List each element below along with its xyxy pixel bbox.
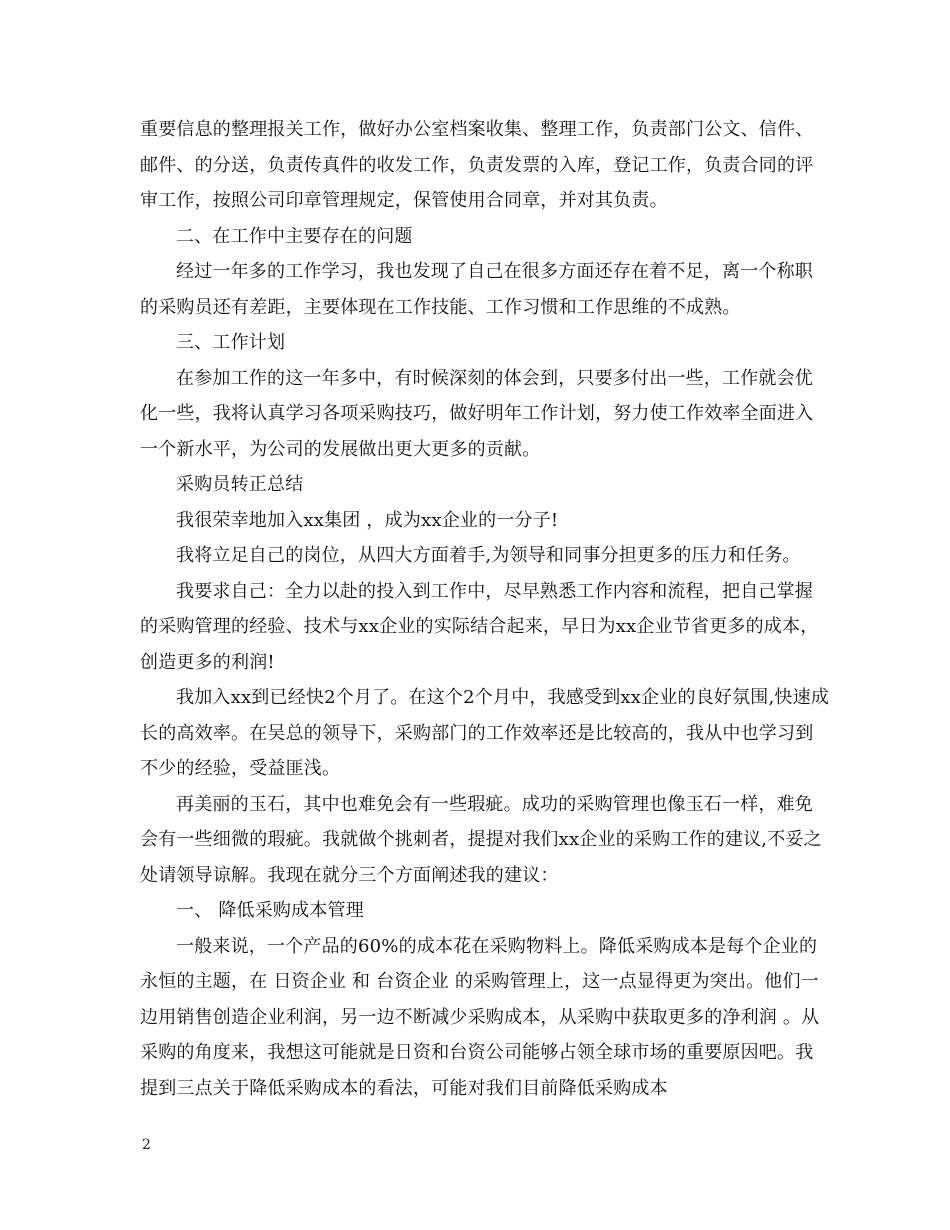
paragraph: 再美丽的玉石，其中也难免会有一些瑕疵。成功的采购管理也像玉石一样，难免会有一些细微的瑕疵。我就做个挑刺者，提提对我们xx企业的采购工作的建议,不妥之处请领导谅解。我现在就分三个方面阐述我的建议： xyxy=(140,793,822,886)
section-heading-problems: 二、在工作中主要存在的问题 xyxy=(176,225,413,247)
section-heading-work-plan: 三、工作计划 xyxy=(176,332,286,353)
section-title-summary: 采购员转正总结 xyxy=(176,474,304,495)
section-heading-cost: 一、 降低采购成本管理 xyxy=(176,900,364,921)
paragraph: 我将立足自己的岗位，从四大方面着手,为领导和同事分担更多的压力和任务。 xyxy=(176,545,801,566)
paragraph: 我很荣幸地加入xx集团 ，成为xx企业的一分子! xyxy=(176,509,559,531)
paragraph: 我要求自己：全力以赴的投入到工作中，尽早熟悉工作内容和流程，把自己掌握的采购管理的经验、技术与xx企业的实际结合起来，早日为xx企业节省更多的成本，创造更多的利润! xyxy=(140,580,819,673)
body-text xyxy=(140,112,830,1106)
paragraph-continuation: 重要信息的整理报关工作，做好办公室档案收集、整理工作，负责部门公文、信件、邮件、的分送，负责传真件的收发工作，负责发票的入库，登记工作，负责合同的评审工作，按照公司印章管理规定，保管使用合同章，并对其负责。 xyxy=(140,119,814,211)
paragraph: 在参加工作的这一年多中，有时候深刻的体会到，只要多付出一些，工作就会优化一些，我将认真学习各项采购技巧，做好明年工作计划，努力使工作效率全面进入一个新水平，为公司的发展做出更大更多的贡献。 xyxy=(140,367,814,460)
page-number: 2 xyxy=(142,1137,151,1153)
paragraph: 经过一年多的工作学习，我也发现了自己在很多方面还存在着不足，离一个称职的采购员还有差距，主要体现在工作技能、工作习惯和工作思维的不成熟。 xyxy=(140,261,813,318)
paragraph: 我加入xx到已经快2个月了。在这个2个月中，我感受到xx企业的良好氛围,快速成长的高效率。在吴总的领导下，采购部门的工作效率还是比较高的，我从中也学习到不少的经验，受益匪浅。 xyxy=(140,687,830,779)
paragraph: 一般来说，一个产品的60%的成本花在采购物料上。降低采购成本是每个企业的永恒的主题，在 日资企业 和 台资企业 的采购管理上，这一点显得更为突出。他们一边用销售创造企业利润，另一边不断减少采购成本，从采购中获取更多的净利润 。从采购的角度来，我想这可能就是日资和台资公司能够占领全球市场的重要原因吧。我提到三点关于降低采购成本的看法，可能对我们目前降低采购成本 xyxy=(140,935,820,1099)
